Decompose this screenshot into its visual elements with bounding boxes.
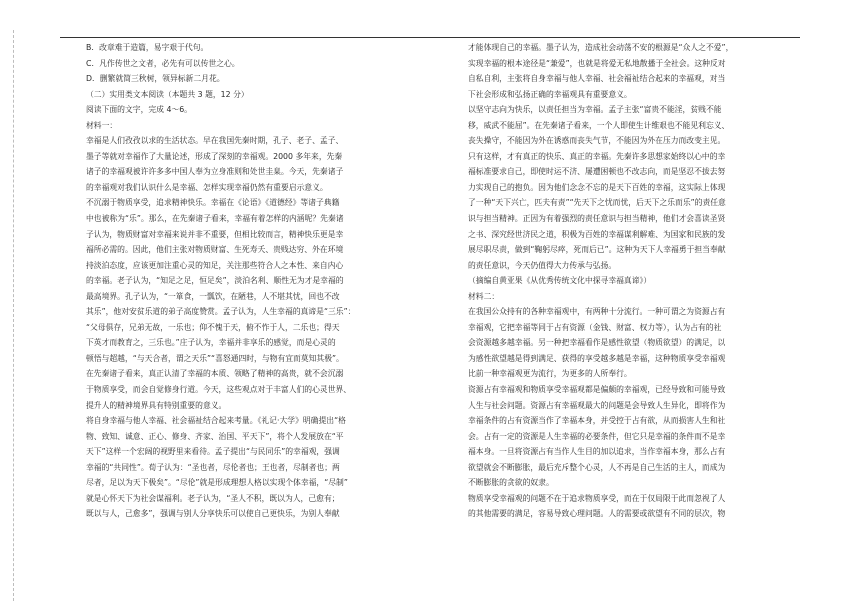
text-line: 福所必需的。因此，他们主张对物质财富、生死寿夭、贵贱达穷、外在环境 — [86, 245, 344, 255]
text-line: 只有这样，才有真正的快乐、真正的幸福。先秦许多思想家始终以心中的幸 — [468, 151, 726, 161]
text-line: 的幸福观对我们认识什么是幸福、怎样实现幸福仍然有重要启示意义。 — [86, 182, 328, 192]
text-line: 自私自利，主张将自身幸福与他人幸福、社会福祉结合起来的幸福观，对当 — [468, 74, 726, 84]
text-line: 展尽职尽责，做到“鞠躬尽瘁，死而后已”。这种为天下人幸福勇于担当奉献 — [468, 245, 726, 255]
text-line: 力实现自己的抱负。因为他们念念不忘的是天下百姓的幸福，这实际上体现 — [468, 182, 726, 192]
text-line: 幸福条件的占有资源当作了幸福本身，并受控于占有欲，从而损害人生和社 — [468, 416, 726, 426]
text-line: 了一种“天下兴亡，匹夫有责”“先天下之忧而忧，后天下之乐而乐”的责任意 — [468, 198, 726, 208]
text-line: 人生与社会问题。资源占有幸福观最大的问题是会导致人生异化，即将作为 — [468, 400, 726, 410]
text-line: 幸福是人们孜孜以求的生活状态。早在我国先秦时期，孔子、老子、孟子、 — [86, 136, 344, 146]
text-line: 识与担当精神。正因为有着强烈的责任意识与担当精神，他们才会喜读圣贤 — [468, 214, 726, 224]
text-line: 子认为，物质财富对幸福来说并非不重要，但相比较而言，精神快乐更是幸 — [86, 229, 344, 239]
text-line: “父母俱存，兄弟无故，一乐也；仰不愧于天，俯不怍于人，二乐也；得天 — [86, 322, 340, 332]
text-line: 福本身。一旦将资源占有当作人生目的加以追求，当作幸福本身，那么占有 — [468, 447, 726, 457]
text-line: 于物质享受，而会自觉修身行道。今天，这些观点对于丰富人们的心灵世界、 — [86, 385, 352, 395]
text-line: 就是心怀天下为社会谋福利。老子认为，“圣人不积，既以为人，己愈有； — [86, 493, 340, 503]
text-line: 其乐”，他对安贫乐道的弟子高度赞赏。孟子认为，人生幸福的真谛是“三乐”： — [86, 307, 356, 317]
text-line: 墨子等就对幸福作了大量论述，形成了深刻的幸福观。2000 多年来，先秦 — [86, 151, 343, 161]
text-line: 天下”这样一个宏阔的视野里来看待。孟子提出“与民同乐”的幸福观，强调 — [86, 447, 340, 457]
text-line: 顿悟与超越，“与天合者，谓之天乐”“喜怒通四时，与物有宜而莫知其极”。 — [86, 353, 344, 363]
text-line: 既以与人，己愈多”，强调与别人分享快乐可以使自己更快乐，为别人奉献 — [86, 509, 340, 519]
text-line: D．删繁就简三秋树，领异标新二月花。 — [86, 74, 225, 84]
text-line: 在我国公众持有的各种幸福观中，有两种十分流行。一种可谓之为资源占有 — [468, 307, 726, 317]
text-line: 阅读下面的文字，完成 4～6。 — [86, 105, 192, 115]
text-line: 的幸福。老子认为，“知足之足，恒足矣”，淡泊名利、顺性无为才是幸福的 — [86, 276, 344, 286]
text-line: 实现幸福的根本途径是“兼爱”，也就是将爱无私地散播于全社会。这种反对 — [468, 58, 726, 68]
right-column — [468, 40, 830, 522]
text-line: 幸福观，它把幸福等同于占有资源（金钱、财富、权力等），认为占有的社 — [468, 322, 722, 332]
text-line: 将自身幸福与他人幸福、社会福祉结合起来考量。《礼记·大学》明确提出“格 — [86, 416, 346, 426]
text-line: （二）实用类文本阅读（本题共 3 题，12 分） — [86, 89, 249, 99]
text-line: 才能体现自己的幸福。墨子认为，造成社会动荡不安的根源是“众人之不爱”， — [468, 43, 734, 52]
text-line: C．凡作传世之文者，必先有可以传世之心。 — [86, 58, 240, 68]
text-line: 最高境界。孔子认为，“一箪食，一瓢饮，在陋巷，人不堪其忧，回也不改 — [86, 291, 340, 301]
text-line: 持淡泊态度，应该更加注重心灵的知足，关注那些符合人之本性、来自内心 — [86, 260, 344, 270]
text-line: 诸子的幸福观被许许多多中国人奉为立身准则和处世圭臬。今天，先秦诸子 — [86, 167, 344, 177]
text-line: 的责任意识，今天仍值得大力传承与弘扬。 — [468, 260, 617, 270]
text-line: 欲望就会不断膨胀，最后充斥整个心灵，人不再是自己生活的主人，而成为 — [468, 462, 726, 472]
text-line: 会资源越多越幸福。另一种把幸福看作是感性欲望（物质欲望）的满足，以 — [468, 338, 726, 348]
text-line: 尽者，足以为天下极矣”。“尽伦”就是形成理想人格以实现个体幸福，“尽制” — [86, 478, 348, 488]
text-line: 不断膨胀的贪欲的奴隶。 — [468, 478, 554, 488]
text-line: 材料二： — [468, 291, 500, 301]
text-line: 提升人的精神境界具有特别重要的意义。 — [86, 400, 227, 410]
text-line: 之书、深究经世济民之道，积极为百姓的幸福谋利解难、为国家和民族的发 — [468, 229, 726, 239]
text-line: 移，威武不能屈”。在先秦诸子看来，一个人即使生计维艰也不能见利忘义、 — [468, 120, 730, 130]
text-line: 幸福的“共同性”。荀子认为：“圣也者，尽伦者也；王也者，尽制者也；两 — [86, 462, 340, 472]
text-line: 在先秦诸子看来，真正认清了幸福的本质、领略了精神的高贵，就不会沉溺 — [86, 369, 344, 379]
top-rule — [60, 37, 800, 38]
text-line: 以坚守志向为快乐，以责任担当为幸福。孟子主张“富贵不能淫，贫贱不能 — [468, 105, 722, 115]
text-line: 资源占有幸福观和物质享受幸福观都是偏颇的幸福观，已经导致和可能导致 — [468, 385, 726, 395]
text-line: （摘编自黄亚果《从优秀传统文化中探寻幸福真谛》） — [468, 276, 652, 286]
text-line: 会。占有一定的资源是人生幸福的必要条件，但它只是幸福的条件而不是幸 — [468, 431, 726, 441]
text-line: 物质享受幸福观的问题不在于追求物质享受，而在于仅局限于此而忽视了人 — [468, 493, 726, 503]
text-line: 不沉溺于物质享受，追求精神快乐。幸福在《论语》《道德经》等诸子典籍 — [86, 198, 340, 208]
text-line: 物、致知、诚意、正心、修身、齐家、治国、平天下”，将个人发展放在“平 — [86, 431, 344, 441]
text-line: 丧失操守，不能因为外在诱惑而丧失气节，不能因为外在压力而改变主见。 — [468, 136, 726, 146]
left-column — [86, 40, 446, 522]
text-line: 为感性欲望越是得到满足、获得的享受越多越是幸福，这种物质享受幸福观 — [468, 353, 726, 363]
text-line: 中也被称为“乐”。那么，在先秦诸子看来，幸福有着怎样的内涵呢？先秦诸 — [86, 214, 344, 224]
text-line: 比前一种幸福观更为流行，为更多的人所奉行。 — [468, 369, 632, 379]
text-line: 下英才而教育之，三乐也。”庄子认为，幸福并非享乐的感觉，而是心灵的 — [86, 338, 336, 348]
binding-margin — [2, 30, 26, 601]
text-line: 下社会形成和弘扬正确的幸福观具有重要意义。 — [468, 89, 632, 99]
text-line: 的其他需要的满足，容易导致心理问题。人的需要或欲望有不同的层次，物 — [468, 509, 726, 519]
text-line: B．改章难于造篇，易字艰于代句。 — [86, 43, 209, 52]
binding-dashed-line — [13, 30, 14, 601]
text-line: 材料一： — [86, 120, 118, 130]
text-line: 福标准要求自己，即使时运不济、屡遭困顿也不改志向，而是坚忍不拔去努 — [468, 167, 726, 177]
